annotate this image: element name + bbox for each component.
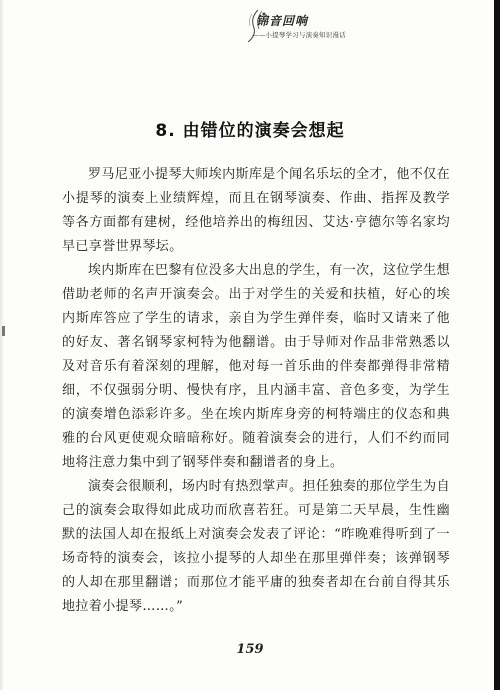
margin-mark — [2, 326, 5, 336]
body-text — [62, 163, 450, 619]
running-header — [228, 8, 428, 48]
chapter-title: 8. 由错位的演奏会想起 — [155, 121, 345, 141]
page-binding-edge — [494, 0, 500, 690]
header-book-subtitle: ——小提琴学习与演奏知识漫话 — [252, 31, 346, 39]
page-edge-shadow — [0, 0, 4, 690]
page-number: 159 — [236, 642, 264, 657]
paragraph: 演奏会很顺利，场内时有热烈掌声。担任独奏的那位学生为自己的演奏会取得如此成功而欣喜若狂。可是第二天早晨，生性幽默的法国人却在报纸上对演奏会发表了评论：“昨晚难得听到了一场奇特的演奏会，该拉小提琴的人却坐在那里弹伴奏；该弹钢琴的人却在那里翻谱；而那位才能平庸的独奏者却在台前自得其乐地拉着小提琴……。” — [62, 479, 450, 614]
paragraph: 罗马尼亚小提琴大师埃内斯库是个闻名乐坛的全才，他不仅在小提琴的演奏上业绩辉煌，而且在钢琴演奏、作曲、指挥及教学等各方面都有建树，经他培养出的梅纽因、艾达·亨德尔等名家均早已享誉世界琴坛。 — [62, 167, 450, 254]
header-book-title: 锦音回响 — [256, 14, 309, 28]
paragraph: 埃内斯库在巴黎有位没多大出息的学生，有一次，这位学生想借助老师的名声开演奏会。出于对学生的关爱和扶植，好心的埃内斯库答应了学生的请求，亲自为学生弹伴奏，临时又请来了他的好友、著名钢琴家柯特为他翻谱。由于导师对作品非常熟悉以及对音乐有着深刻的理解，他对每一首乐曲的伴奏都弹得非常精细，不仅强弱分明、慢快有序，且内涵丰富、音色多变，为学生的演奏增色添彩许多。坐在埃内斯库身旁的柯特端庄的仪态和典雅的台风更使观众暗暗称好。随着演奏会的进行，人们不约而同地将注意力集中到了钢琴伴奏和翻谱者的身上。 — [62, 263, 450, 470]
